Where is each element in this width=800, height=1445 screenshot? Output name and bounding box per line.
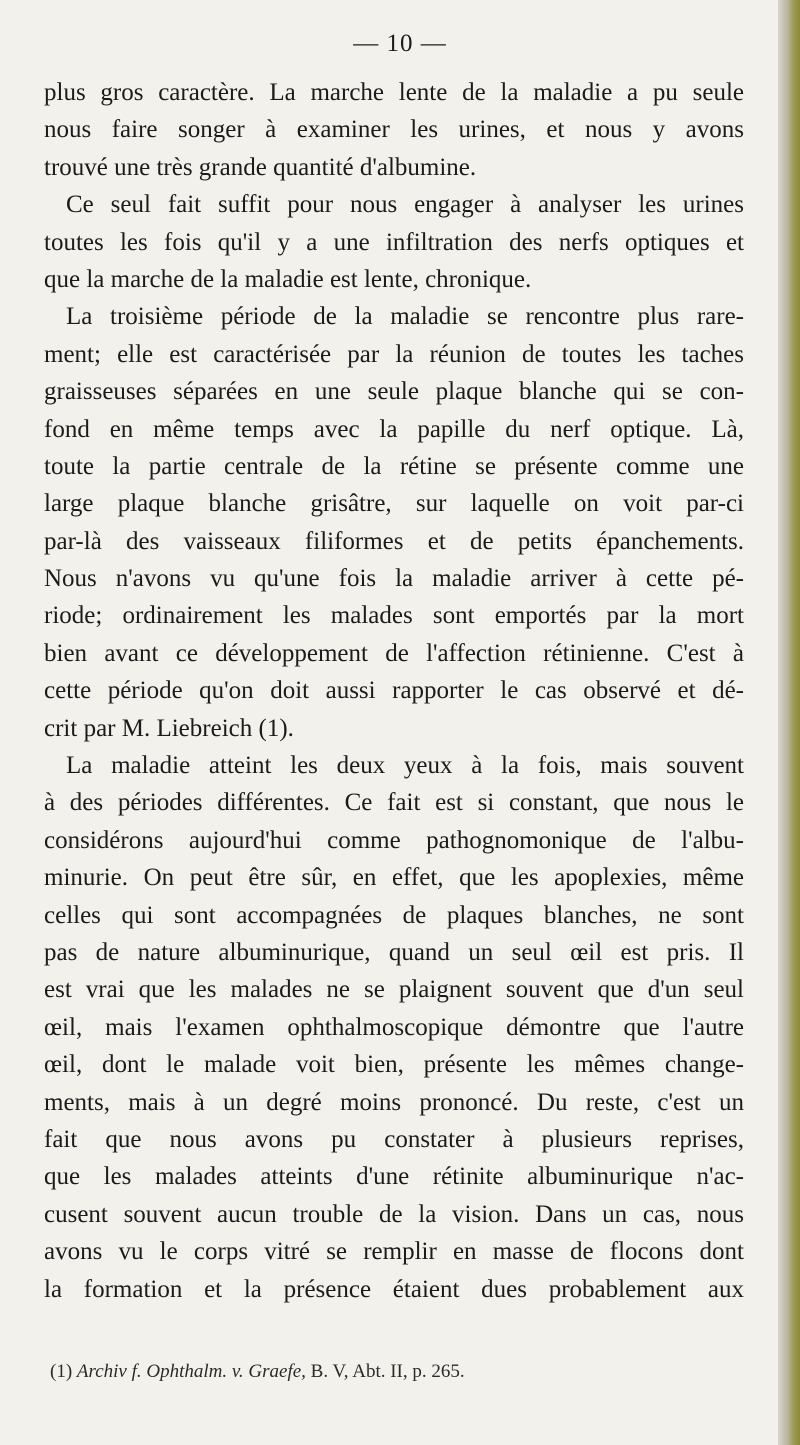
text-line: avons vu le corps vitré se remplir en masse de flocons dont <box>44 1238 744 1266</box>
footnote <box>50 1361 465 1383</box>
footnote-source: Archiv f. Ophthalm. v. Graefe, <box>76 1361 306 1382</box>
body-text <box>44 74 744 1308</box>
text-line: nous faire songer à examiner les urines, et nous y avons <box>44 116 744 144</box>
text-line: toutes les fois qu'il y a une infiltration des nerfs optiques et <box>44 228 744 256</box>
text-line: par-là des vaisseaux filiformes et de petits épanchements. <box>44 527 744 555</box>
text-line: toute la partie centrale de la rétine se présente comme une <box>44 452 744 480</box>
footnote-reference: B. V, Abt. II, p. 265. <box>310 1361 465 1382</box>
text-line: bien avant ce développement de l'affection rétinienne. C'est à <box>44 639 744 667</box>
text-line: fait que nous avons pu constater à plusieurs reprises, <box>44 1125 744 1153</box>
text-line: large plaque blanche grisâtre, sur laquelle on voit par-ci <box>44 490 744 518</box>
text-line: ments, mais à un degré moins prononcé. Du reste, c'est un <box>44 1088 744 1116</box>
text-line: La troisième période de la maladie se rencontre plus rare- <box>66 303 744 331</box>
text-line: fond en même temps avec la papille du nerf optique. Là, <box>44 415 744 443</box>
text-line: considérons aujourd'hui comme pathognomonique de l'albu- <box>44 826 744 854</box>
text-line: que la marche de la maladie est lente, chronique. <box>44 265 532 293</box>
text-line: cusent souvent aucun trouble de la vision. Dans un cas, nous <box>44 1200 744 1228</box>
text-line: œil, dont le malade voit bien, présente les mêmes change- <box>44 1051 744 1079</box>
text-line: pas de nature albuminurique, quand un seul œil est pris. Il <box>44 938 744 966</box>
text-line: plus gros caractère. La marche lente de la maladie a pu seule <box>44 79 744 106</box>
text-line: riode; ordinairement les malades sont emportés par la mort <box>44 602 744 630</box>
text-line: minurie. On peut être sûr, en effet, que les apoplexies, même <box>44 864 744 892</box>
text-line: La maladie atteint les deux yeux à la fois, mais souvent <box>66 752 744 780</box>
text-line: cette période qu'on doit aussi rapporter le cas observé et dé- <box>44 677 744 705</box>
text-line: la formation et la présence étaient dues probablement aux <box>44 1275 744 1303</box>
text-line: est vrai que les malades ne se plaignent souvent que d'un seul <box>44 976 744 1004</box>
text-line: graisseuses séparées en une seule plaque blanche qui se con- <box>44 378 744 406</box>
text-line: à des périodes différentes. Ce fait est si constant, que nous le <box>44 789 744 817</box>
footnote-marker: (1) <box>50 1361 73 1382</box>
text-line: que les malades atteints d'une rétinite albuminurique n'ac- <box>44 1163 744 1191</box>
page-number: — 10 — <box>353 30 447 57</box>
page-edge <box>778 0 800 1445</box>
text-line: œil, mais l'examen ophthalmoscopique démontre que l'autre <box>44 1013 744 1041</box>
text-line: celles qui sont accompagnées de plaques blanches, ne sont <box>44 901 744 929</box>
text-line: Nous n'avons vu qu'une fois la maladie arriver à cette pé- <box>44 565 744 593</box>
text-line: trouvé une très grande quantité d'albumine. <box>44 153 477 181</box>
text-line: ment; elle est caractérisée par la réunion de toutes les taches <box>44 340 744 368</box>
text-line: crit par M. Liebreich (1). <box>44 714 294 742</box>
text-line: Ce seul fait suffit pour nous engager à analyser les urines <box>66 191 744 219</box>
